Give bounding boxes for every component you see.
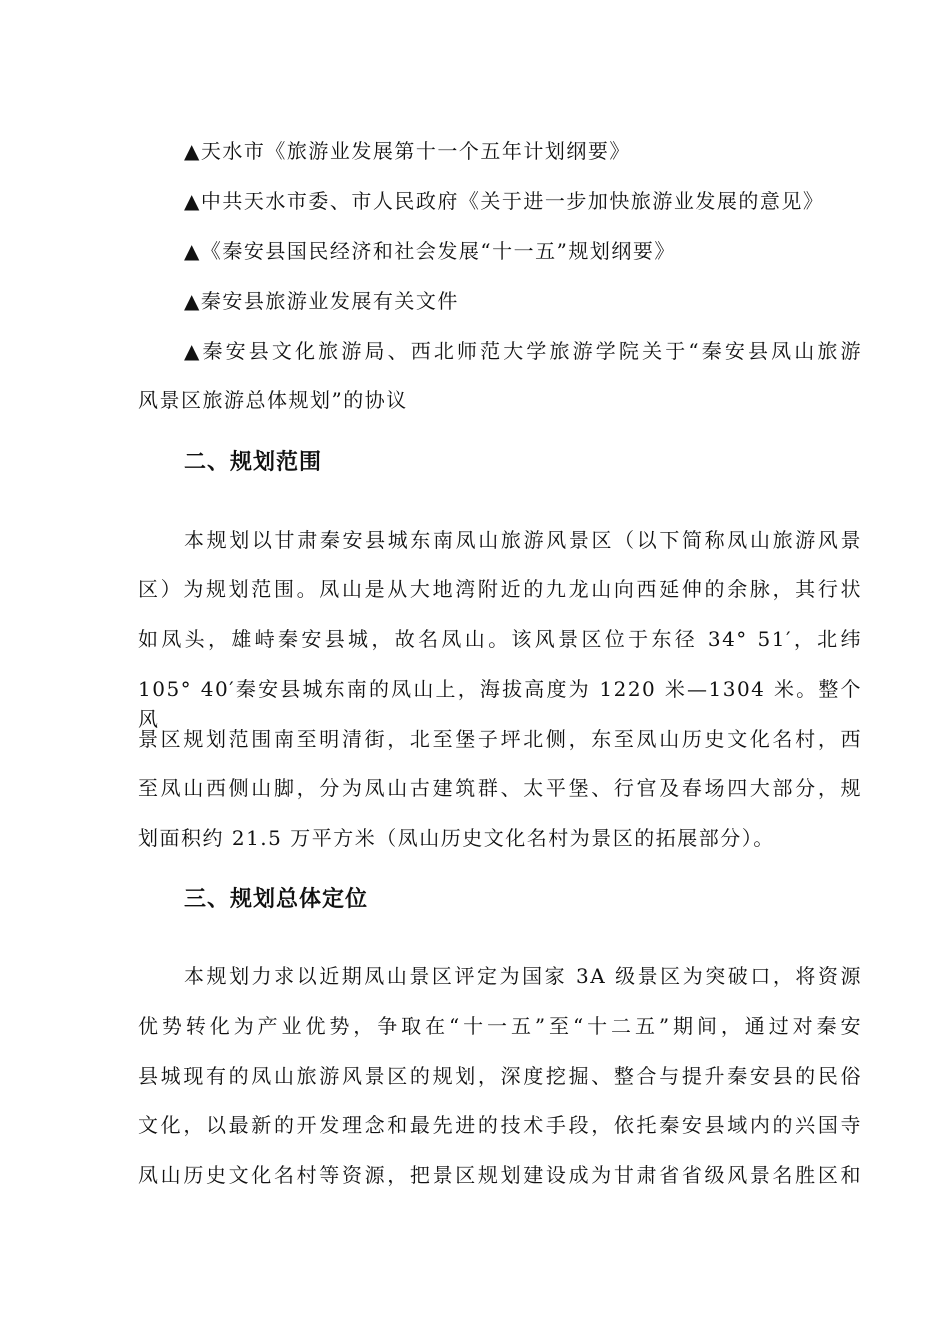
paragraph-line: 105° 40′秦安县城东南的凤山上，海拔高度为 1220 米—1304 米。整个风 [138,677,862,731]
basis-item-1: ▲天水市《旅游业发展第十一个五年计划纲要》 [184,139,631,163]
paragraph-line: 文化，以最新的开发理念和最先进的技术手段，依托秦安县域内的兴国寺 [138,1113,862,1137]
basis-item-5-cont: 风景区旅游总体规划”的协议 [138,388,408,412]
paragraph-line: 凤山历史文化名村等资源，把景区规划建设成为甘肃省省级风景名胜区和 [138,1163,862,1187]
basis-item-2: ▲中共天水市委、市人民政府《关于进一步加快旅游业发展的意见》 [184,189,825,213]
paragraph-line: 如凤头，雄峙秦安县城，故名凤山。该风景区位于东径 34° 51′，北纬 [138,627,862,651]
basis-item-3: ▲《秦安县国民经济和社会发展“十一五”规划纲要》 [184,239,676,263]
paragraph-line: 本规划以甘肃秦安县城东南凤山旅游风景区（以下简称凤山旅游风景 [184,528,862,552]
section-heading-positioning: 三、规划总体定位 [184,887,369,912]
basis-item-4: ▲秦安县旅游业发展有关文件 [184,289,459,313]
paragraph-line: 县城现有的凤山旅游风景区的规划，深度挖掘、整合与提升秦安县的民俗 [138,1064,862,1088]
paragraph-line: 本规划力求以近期凤山景区评定为国家 3A 级景区为突破口，将资源 [184,964,862,988]
section-heading-scope: 二、规划范围 [184,450,323,475]
paragraph-line: 划面积约 21.5 万平方米（凤山历史文化名村为景区的拓展部分）。 [138,826,775,850]
paragraph-line: 至凤山西侧山脚，分为凤山古建筑群、太平堡、行官及春场四大部分，规 [138,776,862,800]
basis-item-5: ▲秦安县文化旅游局、西北师范大学旅游学院关于“秦安县凤山旅游 [184,339,862,363]
paragraph-line: 景区规划范围南至明清街，北至堡子坪北侧，东至凤山历史文化名村，西 [138,727,862,751]
paragraph-line: 优势转化为产业优势，争取在“十一五”至“十二五”期间，通过对秦安 [138,1014,862,1038]
paragraph-line: 区）为规划范围。凤山是从大地湾附近的九龙山向西延伸的余脉，其行状 [138,577,862,601]
